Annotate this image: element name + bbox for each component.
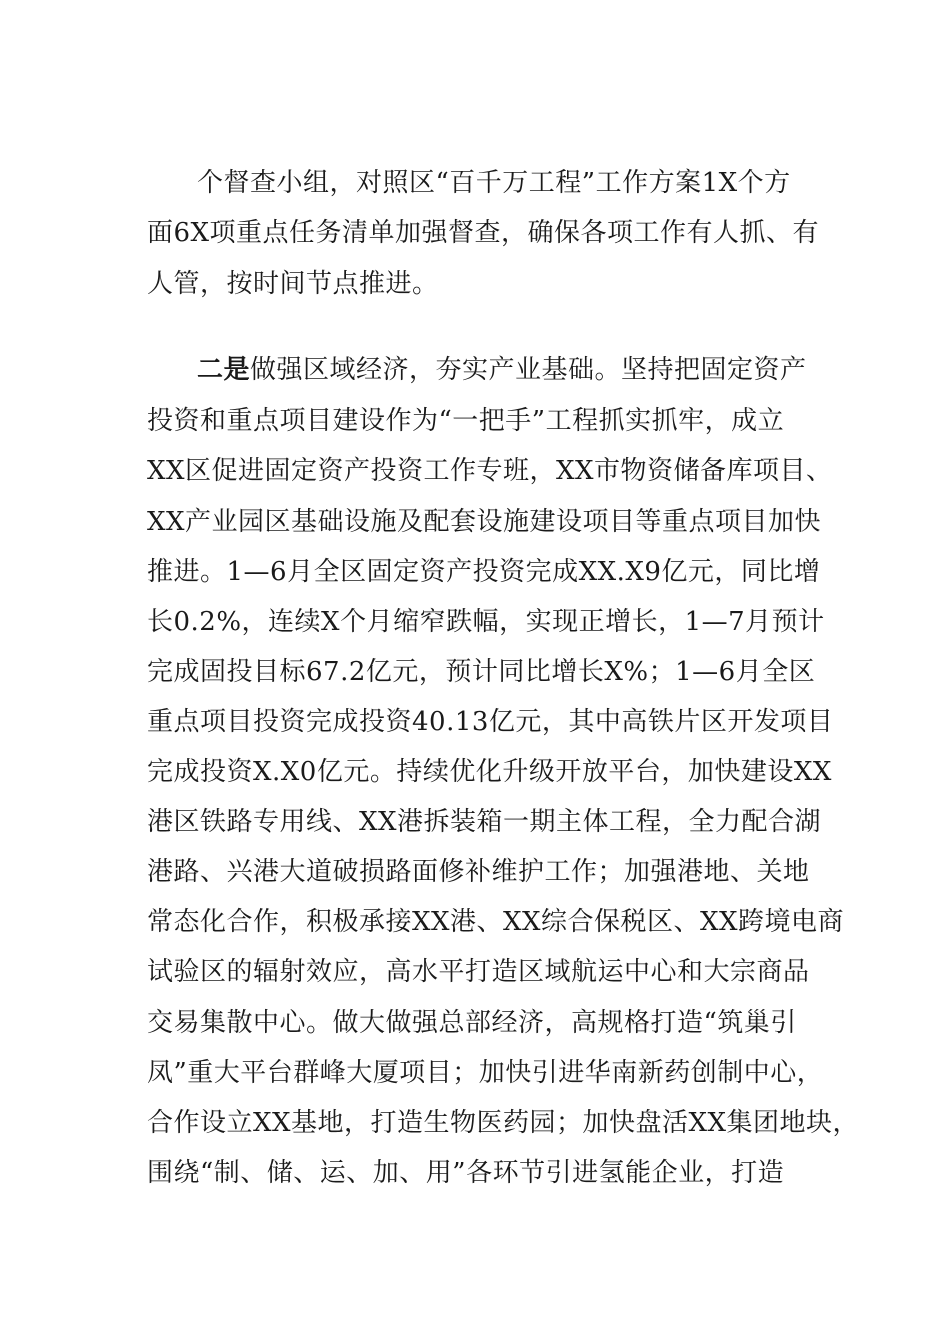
paragraph-2-line-16: 合作设立XX基地，打造生物医药园；加快盘活XX集团地块， <box>147 1108 860 1138</box>
paragraph-2-line-15: 凤”重大平台群峰大厦项目；加快引进华南新药创制中心， <box>147 1058 824 1088</box>
paragraph-2-lead-rest: 做强区域经济，夯实产业基础。坚持把固定资产 <box>250 355 807 385</box>
paragraph-2-line-2: 投资和重点项目建设作为“一把手”工程抓实抓牢，成立 <box>147 406 785 436</box>
paragraph-2-line-1 <box>197 355 807 385</box>
paragraph-1-line-1: 个督查小组，对照区“百千万工程”工作方案1X个方 <box>197 168 791 198</box>
paragraph-1-line-2: 面6X项重点任务清单加强督查，确保各项工作有人抓、有 <box>147 218 820 248</box>
paragraph-2-line-6: 长0.2%，连续X个月缩窄跌幅，实现正增长，1—7月预计 <box>147 607 825 637</box>
paragraph-2-line-17: 围绕“制、储、运、加、用”各环节引进氢能企业，打造 <box>147 1158 785 1188</box>
paragraph-2-line-8: 重点项目投资完成投资40.13亿元，其中高铁片区开发项目 <box>147 707 834 737</box>
paragraph-2-line-14: 交易集散中心。做大做强总部经济，高规格打造“筑巢引 <box>147 1008 797 1038</box>
paragraph-2-line-13: 试验区的辐射效应，高水平打造区域航运中心和大宗商品 <box>147 957 810 987</box>
paragraph-2-line-3: XX区促进固定资产投资工作专班，XX市物资储备库项目、 <box>147 456 833 486</box>
paragraph-1-line-3: 人管，按时间节点推进。 <box>147 269 439 299</box>
paragraph-2-lead-bold: 二是 <box>197 355 251 385</box>
paragraph-2-line-4: XX产业园区基础设施及配套设施建设项目等重点项目加快 <box>147 507 822 537</box>
paragraph-2-line-11: 港路、兴港大道破损路面修补维护工作；加强港地、关地 <box>147 857 810 887</box>
paragraph-2-line-10: 港区铁路专用线、XX港拆装箱一期主体工程，全力配合湖 <box>147 807 822 837</box>
paragraph-2-line-12: 常态化合作，积极承接XX港、XX综合保税区、XX跨境电商 <box>147 907 845 937</box>
paragraph-2-line-9: 完成投资X.X0亿元。持续优化升级开放平台，加快建设XX <box>147 757 832 787</box>
paragraph-2-line-5: 推进。1—6月全区固定资产投资完成XX.X9亿元，同比增 <box>147 557 821 587</box>
paragraph-2-line-7: 完成固投目标67.2亿元，预计同比增长X%；1—6月全区 <box>147 657 816 687</box>
